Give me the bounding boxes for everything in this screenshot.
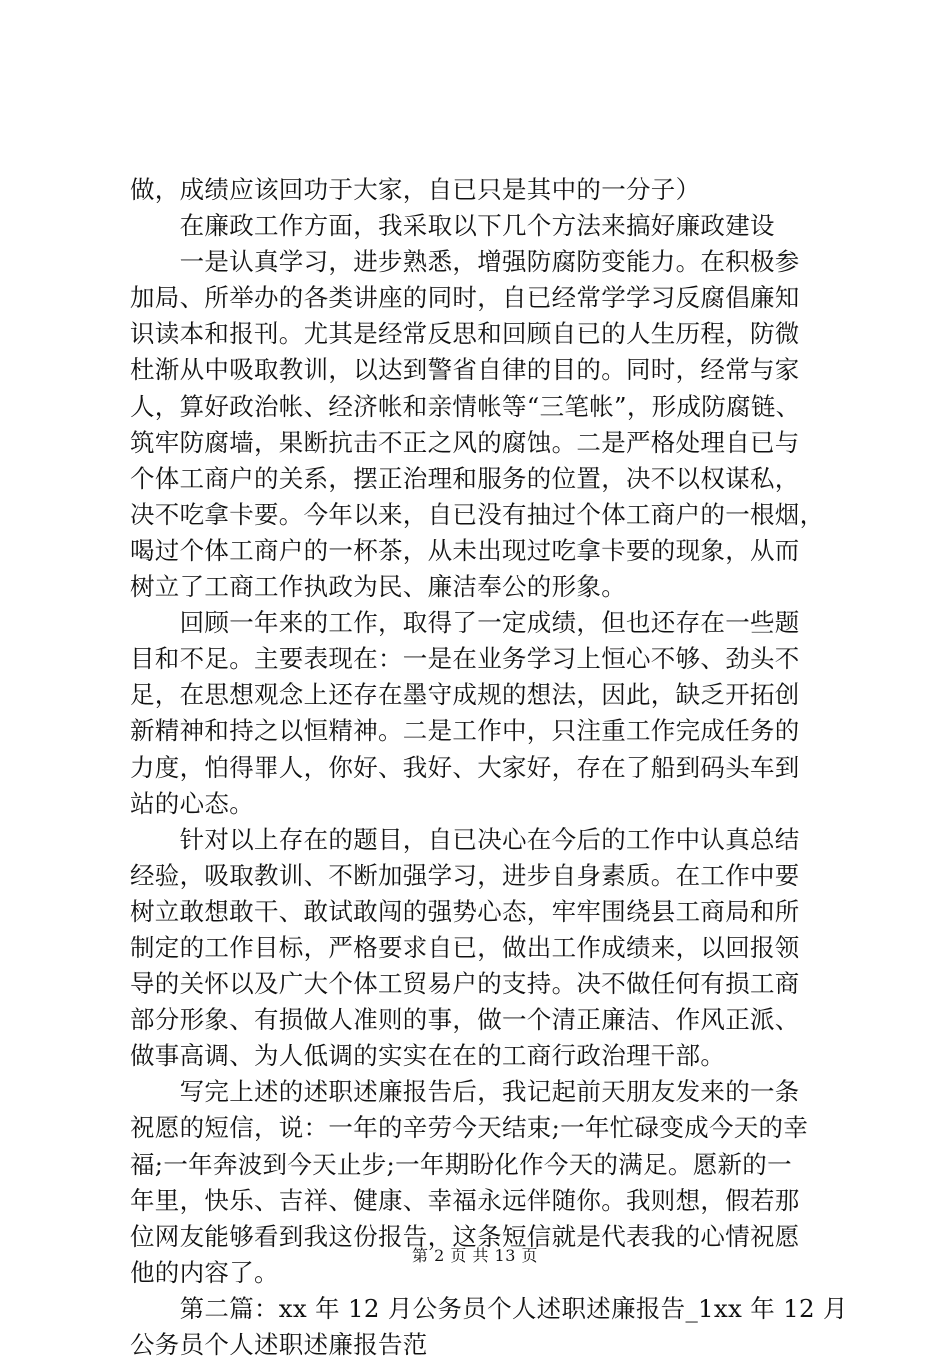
text-line: 足，在思想观念上还存在墨守成规的想法，因此，缺乏开拓创 [130, 680, 800, 710]
text-line: 写完上述的述职述廉报告后，我记起前天朋友发来的一条 [130, 1077, 800, 1107]
text-line: 针对以上存在的题目，自已决心在今后的工作中认真总结 [130, 824, 800, 854]
text-line: 年里，快乐、吉祥、健康、幸福永远伴随你。我则想，假若那 [130, 1185, 800, 1215]
text-line: 公务员个人述职述廉报告范 [130, 1330, 428, 1359]
text-line: 导的关怀以及广大个体工贸易户的支持。决不做任何有损工商 [130, 969, 800, 999]
text-line: 祝愿的短信，说：一年的辛劳今天结束;一年忙碌变成今天的幸 [130, 1113, 809, 1143]
text-line: 在廉政工作方面，我采取以下几个方法来搞好廉政建设 [130, 211, 775, 241]
text-line: 经验，吸取教训、不断加强学习，进步自身素质。在工作中要 [130, 860, 800, 890]
text-line: 人，算好政治帐、经济帐和亲情帐等“三笔帐”，形成防腐链、 [130, 391, 801, 421]
text-line: 杜渐从中吸取教训，以达到警省自律的目的。同时，经常与家 [130, 355, 800, 385]
text-line: 位网友能够看到我这份报告，这条短信就是代表我的心情祝愿 [130, 1221, 800, 1251]
text-line: 目和不足。主要表现在：一是在业务学习上恒心不够、劲头不 [130, 644, 800, 674]
text-line: 部分形象、有损做人准则的事，做一个清正廉洁、作风正派、 [130, 1005, 800, 1035]
text-line: 第二篇：xx 年 12 月公务员个人述职述廉报告_1xx 年 12 月 [130, 1293, 848, 1323]
text-line: 他的内容了。 [130, 1257, 279, 1287]
text-line: 制定的工作目标，严格要求自已，做出工作成绩来，以回报领 [130, 932, 800, 962]
text-line: 回顾一年来的工作，取得了一定成绩，但也还存在一些题 [130, 608, 800, 638]
document-body [130, 172, 848, 1363]
text-line: 树立敢想敢干、敢试敢闯的强势心态，牢牢围绕县工商局和所 [130, 896, 800, 926]
text-line: 识读本和报刊。尤其是经常反思和回顾自已的人生历程，防微 [130, 319, 800, 349]
text-line: 树立了工商工作执政为民、廉洁奉公的形象。 [130, 572, 626, 602]
text-line: 做事高调、为人低调的实实在在的工商行政治理干部。 [130, 1041, 726, 1071]
text-line: 福;一年奔波到今天止步;一年期盼化作今天的满足。愿新的一 [130, 1149, 792, 1179]
text-line: 力度，怕得罪人，你好、我好、大家好，存在了船到码头车到 [130, 752, 800, 782]
text-line: 加局、所举办的各类讲座的同时，自已经常学学习反腐倡廉知 [130, 283, 800, 313]
text-line: 个体工商户的关系，摆正治理和服务的位置，决不以权谋私， [130, 463, 800, 493]
text-line: 新精神和持之以恒精神。二是工作中，只注重工作完成任务的 [130, 716, 800, 746]
text-line: 一是认真学习，进步熟悉，增强防腐防变能力。在积极参 [130, 247, 800, 277]
page-number-footer: 第 2 页 共 13 页 [412, 1246, 538, 1265]
text-line: 站的心态。 [130, 788, 254, 818]
text-line: 喝过个体工商户的一杯茶，从未出现过吃拿卡要的现象，从而 [130, 535, 800, 565]
text-line: 筑牢防腐墙，果断抗击不正之风的腐蚀。二是严格处理自已与 [130, 427, 800, 457]
text-line: 做，成绩应该回功于大家，自已只是其中的一分子） [130, 175, 701, 204]
text-line: 决不吃拿卡要。今年以来，自已没有抽过个体工商户的一根烟， [130, 499, 825, 529]
